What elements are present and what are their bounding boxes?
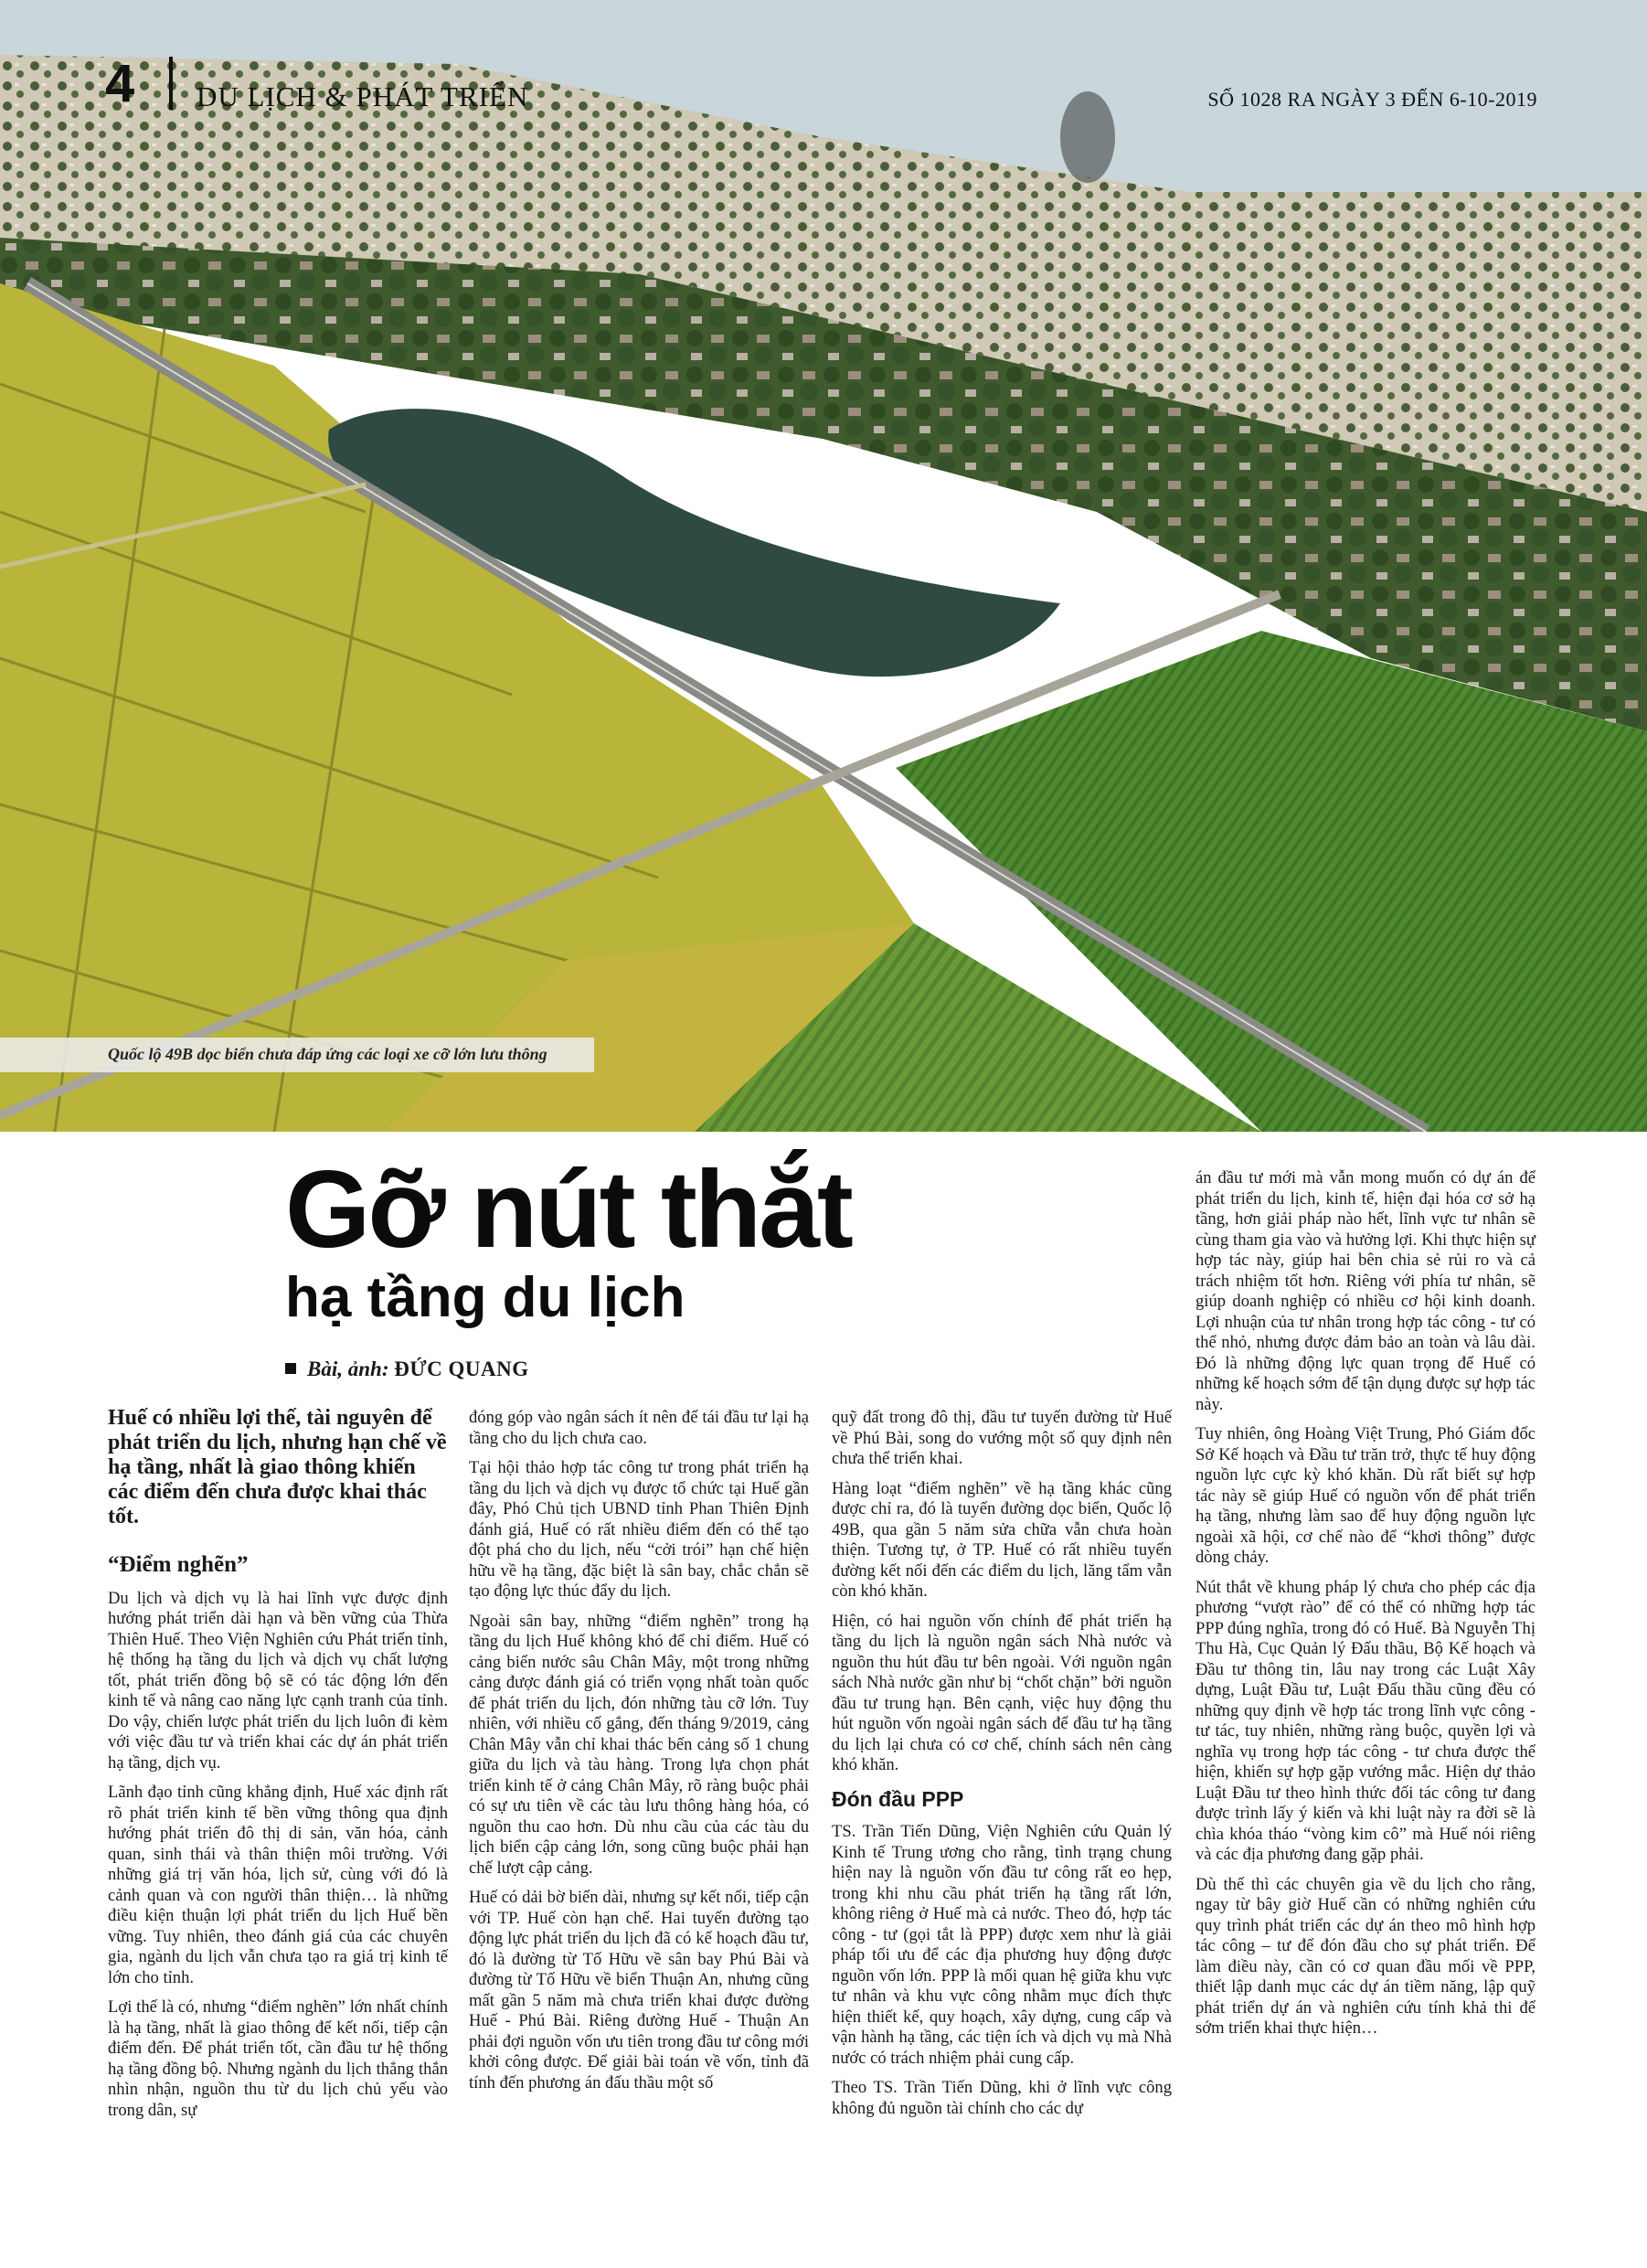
photo-caption: Quốc lộ 49B dọc biển chưa đáp ứng các loại xe cỡ lớn lưu thông xyxy=(108,1045,547,1063)
byline-square-icon xyxy=(285,1363,296,1374)
paragraph: Ngoài sân bay, những “điểm nghẽn” trong hạ tầng du lịch Huế không khó để chỉ điểm. Huế có cảng biển nước sâu Chân Mây, một trong những cảng được đánh giá có triển vọng nhất toàn quốc để phát triển du lịch, đón những tàu cỡ lớn. Tuy nhiên, với nhiều cố gắng, đến tháng 9/2019, cảng Chân Mây vẫn chỉ khai thác bến cảng số 1 chung giữa du lịch và tàu hàng. Trong lựa chọn phát triển kinh tế ở cảng Chân Mây, rõ ràng buộc phải có sự ưu tiên về các tàu lưu thông hàng hóa, có nguồn thu cao hơn. Dù nhu cầu của các tàu du lịch biển cập cảng lớn, song cũng buộc phải hạn chế lượt cập cảng. xyxy=(469,1611,809,1878)
paragraph: Tuy nhiên, ông Hoàng Việt Trung, Phó Giám đốc Sở Kế hoạch và Đầu tư trăn trở, thực tế huy động nguồn lực cực kỳ khó khăn. Dù rất biết sự hợp tác này sẽ giúp Huế có nguồn vốn để phát triển hạ tầng, nhưng làm sao để huy động nguồn lực ngoài xã hội, cơ chế nào để “khơi thông” được dòng chảy. xyxy=(1195,1424,1535,1567)
lead-paragraph: Huế có nhiều lợi thế, tài nguyên để phát triển du lịch, nhưng hạn chế về hạ tầng, nhất là giao thông khiến các điểm đến chưa được khai thác tốt. xyxy=(108,1406,447,1528)
section-heading-diem-nghen: “Điểm nghẽn” xyxy=(108,1552,249,1577)
paragraph: Hiện, có hai nguồn vốn chính để phát triển hạ tầng du lịch là nguồn ngân sách Nhà nước và nguồn thu hút đầu tư bên ngoài. Với nguồn ngân sách Nhà nước gần như bị “chốt chặn” bởi nguồn đầu tư trung hạn. Bên cạnh, việc huy động thu hút nguồn vốn ngoài ngân sách để đầu tư hạ tầng du lịch lại chưa có cơ chế, chính sách nên càng khó khăn. xyxy=(832,1611,1172,1774)
paragraph: Lãnh đạo tỉnh cũng khẳng định, Huế xác định rất rõ phát triển kinh tế bền vững thông qua định hướng phát triển đô thị di sản, văn hóa, cảnh quan, sinh thái và thân thiện môi trường. Với những giá trị văn hóa, lịch sử, cùng với đó là cảnh quan và con người thân thiện… là những điều kiện thuận lợi phát triển du lịch Huế bền vững. Tuy nhiên, theo đánh giá của các chuyên gia, ngành du lịch vẫn chưa tạo ra giá trị kinh tế lớn cho tỉnh. xyxy=(108,1783,448,1987)
byline-label: Bài, ảnh: xyxy=(307,1358,389,1380)
issue-date: SỐ 1028 RA NGÀY 3 ĐẾN 6-10-2019 xyxy=(1207,88,1537,111)
column-3 xyxy=(832,1408,1172,2128)
paragraph: quỹ đất trong đô thị, đầu tư tuyến đường từ Huế về Phú Bài, song do vướng một số quy định nên chưa thể triển khai. xyxy=(832,1408,1172,1468)
column-2 xyxy=(469,1408,809,2103)
header-divider xyxy=(169,57,173,110)
section-heading-don-dau-ppp: Đón đầu PPP xyxy=(832,1786,964,1811)
page-number: 4 xyxy=(105,54,135,113)
paragraph: Nút thắt về khung pháp lý chưa cho phép các địa phương “vượt rào” để có thể có những hợp tác PPP đúng nghĩa, trong đó có Huế. Bà Nguyễn Thị Thu Hà, Cục Quản lý Đấu thầu, Bộ Kế hoạch và Đầu tư thông tin, lâu nay trong các Luật Xây dựng, Luật Đầu tư, Luật Đấu thầu cũng đều có những quy định về hợp tác trong lĩnh vực công - tư tác, tuy nhiên, những ràng buộc, quyền lợi và nghĩa vụ trong hợp tác công - tư chưa được thể hiện, khiến sự hợp gặp vướng mắc. Hiện dự thảo Luật Đầu tư theo hình thức đối tác công tư đang được trình lấy ý kiến và khi luật này ra đời sẽ là chìa khóa tháo “vòng kim cô” mà Huế nói riêng và các địa phương đang gặp phải. xyxy=(1195,1577,1535,1864)
paragraph: Du lịch và dịch vụ là hai lĩnh vực được định hướng phát triển dài hạn và bền vững của Thừa Thiên Huế. Theo Viện Nghiên cứu Phát triển tỉnh, hệ thống hạ tầng du lịch và dịch vụ chất lượng tốt, phát triển đồng bộ sẽ có tác động lớn đến kinh tế và nâng cao năng lực cạnh tranh của tỉnh. Do vậy, chiến lược phát triển du lịch luôn đi kèm với việc đầu tư và triển khai các dự án phát triển hạ tầng, dịch vụ. xyxy=(108,1588,448,1773)
column-1 xyxy=(108,1406,448,2130)
paragraph: Huế có dải bờ biển dài, nhưng sự kết nối, tiếp cận với TP. Huế còn hạn chế. Hai tuyến đường tạo động lực phát triển du lịch đã có kế hoạch đầu tư, đó là đường từ Tố Hữu về sân bay Phú Bài và đường từ Tố Hữu về biển Thuận An, nhưng cũng mất gần 5 năm mà chưa triển khai được đường Huế - Phú Bài. Riêng đường Huế - Thuận An phải đợi nguồn vốn ưu tiên trong đầu tư công mới khởi công được. Để giải bài toán về vốn, tỉnh đã tính đến phương án đấu thầu một số xyxy=(469,1888,809,2092)
paragraph: Theo TS. Trần Tiến Dũng, khi ở lĩnh vực công không đủ nguồn tài chính cho các dự xyxy=(832,2078,1172,2118)
article-title: Gỡ nút thắt xyxy=(285,1148,851,1271)
paragraph: Dù thế thì các chuyên gia về du lịch cho rằng, ngay từ bây giờ Huế cần có những nghiên cứu quy trình phát triển các dự án theo mô hình hợp tác công – tư để đón đầu cho sự phát triển. Để làm điều này, cần có cơ quan đầu mối về PPP, thiết lập danh mục các dự án tiềm năng, lập quỹ phát triển dự án và nghiên cứu tính khả thi để sớm triển khai thực hiện… xyxy=(1195,1874,1535,2038)
byline-author: ĐỨC QUANG xyxy=(394,1358,529,1380)
section-title: DU LỊCH & PHÁT TRIỂN xyxy=(197,80,529,112)
aerial-photo xyxy=(0,0,1647,1132)
paragraph: án đầu tư mới mà vẫn mong muốn có dự án để phát triển du lịch, kinh tế, hiện đại hóa cơ sở hạ tầng, hơn giải pháp nào hết, lĩnh vực tư nhân sẽ cùng tham gia vào và hưởng lợi. Khi thực hiện sự hợp tác này, giúp hai bên chia sẻ rủi ro và cả trách nhiệm tốt hơn. Riêng với phía tư nhân, sẽ giúp doanh nghiệp có nhiều cơ hội kinh doanh. Lợi nhuận của tư nhân trong hợp tác công - tư có thể nhỏ, nhưng được đảm bảo an toàn và lâu dài. Đó là những động lực quan trọng để Huế có những kế hoạch sớm để tận dụng được sự hợp tác này. xyxy=(1195,1168,1535,1414)
photo-caption-bar xyxy=(0,1038,594,1072)
aerial-photo-illustration xyxy=(0,0,1647,1132)
paragraph: TS. Trần Tiến Dũng, Viện Nghiên cứu Quản lý Kinh tế Trung ương cho rằng, tình trạng chung hiện nay là nguồn vốn đầu tư công rất eo hẹp, trong khi nhu cầu phát triển hạ tầng rất lớn, không riêng ở Huế mà cả nước. Theo đó, hợp tác công - tư (gọi tắt là PPP) được xem như là giải pháp tối ưu để các địa phương huy động được nguồn vốn lớn. PPP là mối quan hệ giữa khu vực tư nhân và khu vực công nhằm mục đích thực hiện thiết kế, quy hoạch, xây dựng, cung cấp và vận hành hạ tầng, các tiện ích và dịch vụ mà Nhà nước có trách nhiệm phải cung cấp. xyxy=(832,1822,1172,2068)
paragraph: Lợi thế là có, nhưng “điểm nghẽn” lớn nhất chính là hạ tầng, nhất là giao thông để kết nối, tiếp cận điểm đến. Để phát triển tốt, cần đầu tư hệ thống hạ tầng đồng bộ. Nhưng ngành du lịch thẳng thắn nhìn nhận, nguồn thu từ du lịch chủ yếu vào trong dân, sự xyxy=(108,1997,448,2120)
paragraph: Tại hội thảo hợp tác công tư trong phát triển hạ tầng du lịch và dịch vụ được tổ chức tại Huế gần đây, Phó Chủ tịch UBND tỉnh Phan Thiên Định đánh giá, Huế có rất nhiều điểm đến có thể tạo đột phá cho du lịch, nếu “cởi trói” hạn chế hiện hữu về hạ tầng, đặc biệt là sân bay, chắc chắn sẽ tạo động lực thúc đẩy du lịch. xyxy=(469,1458,809,1601)
page-header xyxy=(0,0,1647,119)
article-subtitle: hạ tầng du lịch xyxy=(285,1266,685,1329)
paragraph: Hàng loạt “điểm nghẽn” về hạ tầng khác cũng được chỉ ra, đó là tuyến đường dọc biển, Quốc lộ 49B, qua gần 5 năm sửa chữa vẫn chưa hoàn thiện. Tương tự, ở TP. Huế có rất nhiều tuyến đường kết nối đến các điểm du lịch, lăng tẩm vẫn còn khó khăn. xyxy=(832,1478,1172,1601)
byline xyxy=(285,1358,529,1381)
column-4 xyxy=(1195,1168,1535,2049)
paragraph: đóng góp vào ngân sách ít nên để tái đầu tư lại hạ tầng cho du lịch chưa cao. xyxy=(469,1408,809,1448)
